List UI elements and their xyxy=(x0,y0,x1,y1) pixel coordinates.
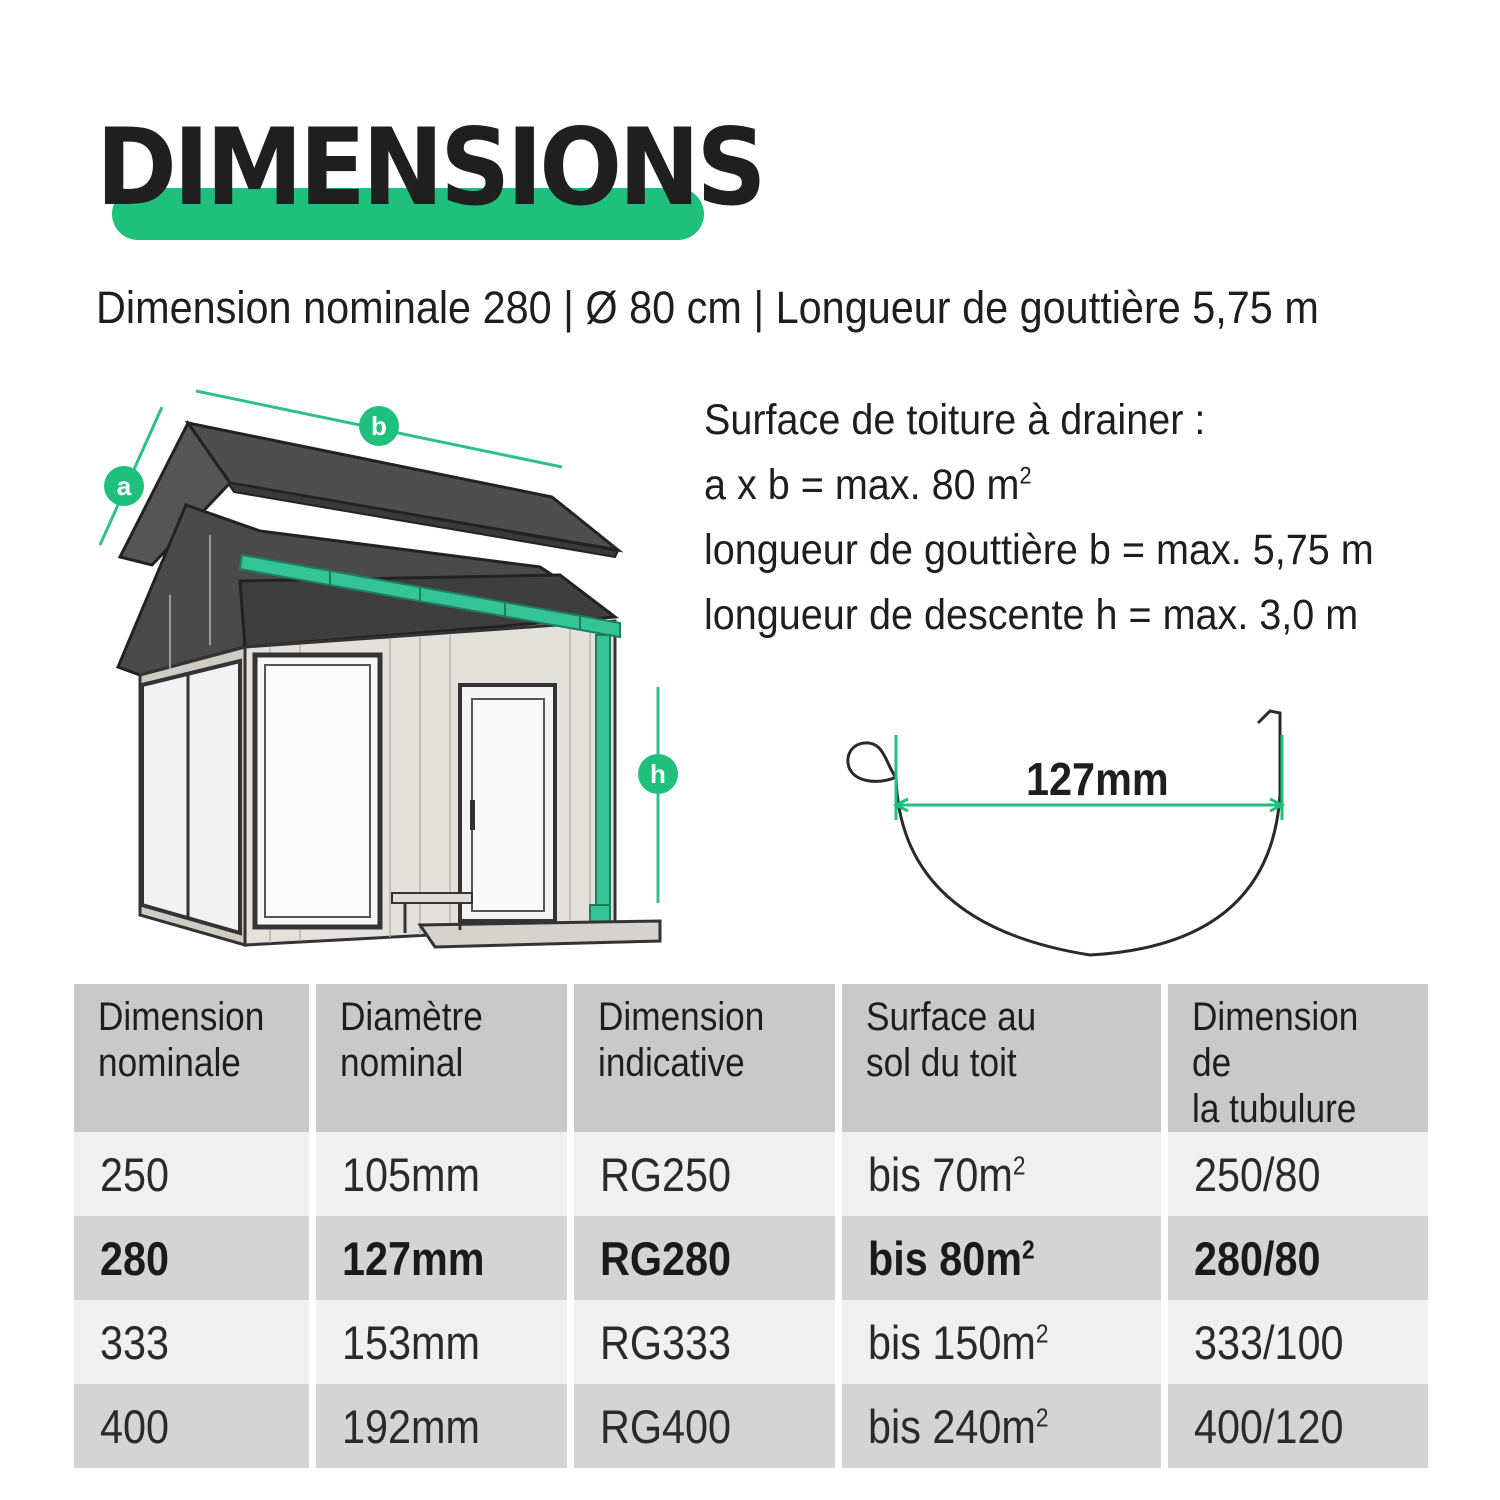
header-surface: Surface au sol du toit xyxy=(842,984,1168,1132)
specs-line-surface: Surface de toiture à drainer : xyxy=(704,396,1206,444)
specs-line-downpipe-length: longueur de descente h = max. 3,0 m xyxy=(704,591,1359,639)
svg-text:h: h xyxy=(650,759,666,789)
table-row xyxy=(74,1132,1428,1216)
cell-indicative: RG280 xyxy=(574,1216,842,1300)
label-a xyxy=(104,466,144,506)
bench xyxy=(392,893,472,903)
page-title: DIMENSIONS xyxy=(96,106,763,229)
header-nominal: Dimension nominale xyxy=(74,984,316,1132)
cell-nominal: 333 xyxy=(74,1300,316,1384)
cell-surface: bis $150m^2$ xyxy=(842,1300,1168,1384)
svg-text:b: b xyxy=(371,411,387,441)
cell-nominal: 250 xyxy=(74,1132,316,1216)
cell-nominal: 400 xyxy=(74,1384,316,1468)
table-row xyxy=(74,1300,1428,1384)
cell-indicative: RG333 xyxy=(574,1300,842,1384)
profile-width-label: 127mm xyxy=(1026,753,1169,805)
cell-diameter: 153mm xyxy=(316,1300,574,1384)
cell-tube: 280/80 xyxy=(1168,1216,1428,1300)
label-h xyxy=(638,754,678,794)
deck xyxy=(420,921,660,947)
house-illustration xyxy=(90,385,680,970)
specs-line-area xyxy=(704,453,1374,518)
cell-diameter: 192mm xyxy=(316,1384,574,1468)
cell-tube: 400/120 xyxy=(1168,1384,1428,1468)
cell-indicative: RG250 xyxy=(574,1132,842,1216)
cell-indicative: RG400 xyxy=(574,1384,842,1468)
product-subtitle: Dimension nominale 280 | Ø 80 cm | Longueur de gouttière 5,75 m xyxy=(96,282,1319,333)
header-diameter: Diamètre nominal xyxy=(316,984,574,1132)
gutter-profile-diagram xyxy=(840,705,1300,965)
cell-diameter: 105mm xyxy=(316,1132,574,1216)
downpipe xyxy=(596,635,610,915)
header-tube: Dimension de la tubulure xyxy=(1168,984,1428,1132)
cell-tube: 250/80 xyxy=(1168,1132,1428,1216)
door-handle xyxy=(470,800,475,830)
cell-surface: bis $70m^2$ xyxy=(842,1132,1168,1216)
svg-text:a: a xyxy=(116,471,132,501)
specs-area-sup: 2 xyxy=(1019,463,1032,490)
title-block xyxy=(96,106,763,248)
header-indicative: Dimension indicative xyxy=(574,984,842,1132)
table-row-highlighted xyxy=(74,1216,1428,1300)
table-row xyxy=(74,1384,1428,1468)
cell-tube: 333/100 xyxy=(1168,1300,1428,1384)
cell-nominal: 280 xyxy=(74,1216,316,1300)
cell-surface: bis $240m^2$ xyxy=(842,1384,1168,1468)
roof-specs xyxy=(704,388,1432,648)
dimensions-table xyxy=(74,984,1428,1468)
specs-area-text: a x b = max. 80 m xyxy=(704,461,1020,509)
side-window xyxy=(142,661,240,933)
label-b xyxy=(359,406,399,446)
gutter-profile-curve xyxy=(848,711,1280,955)
cell-surface: bis $80m^2$ xyxy=(842,1216,1168,1300)
table-header-row xyxy=(74,984,1428,1132)
cell-diameter: 127mm xyxy=(316,1216,574,1300)
specs-line-gutter-length: longueur de gouttière b = max. 5,75 m xyxy=(704,526,1374,574)
